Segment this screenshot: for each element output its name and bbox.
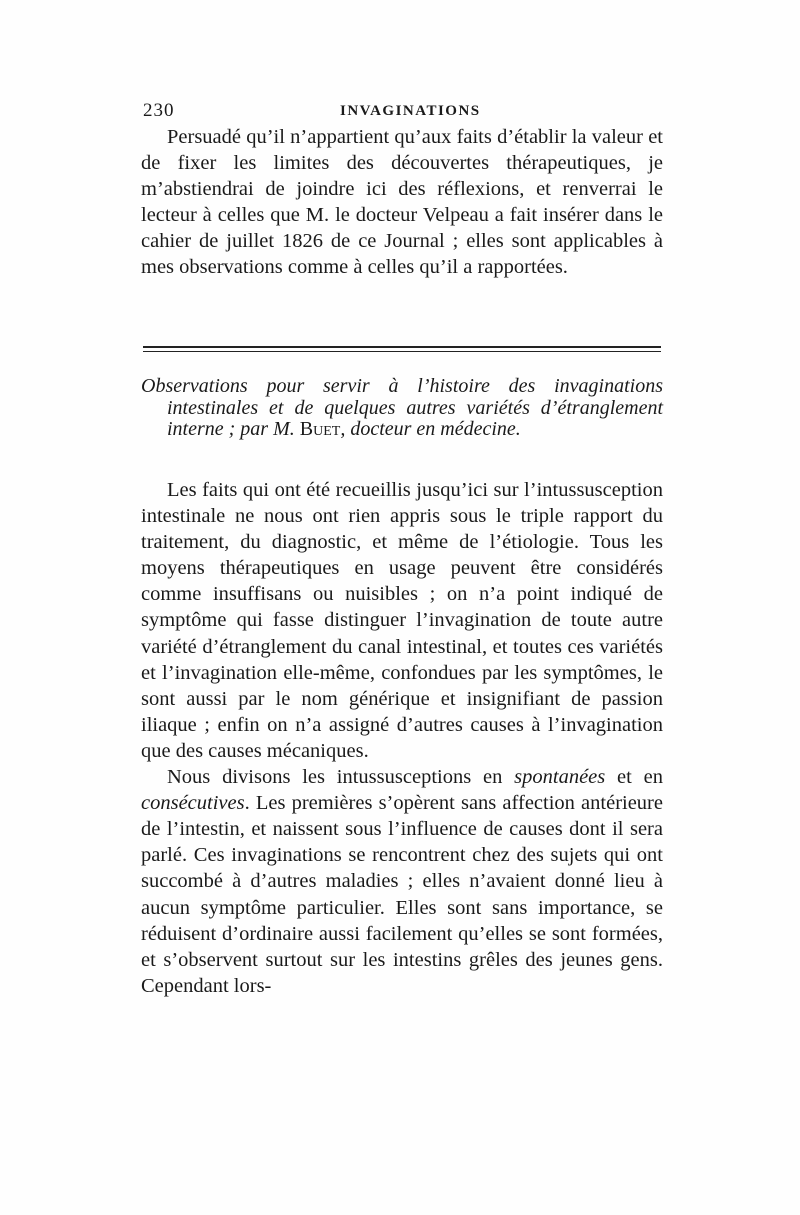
term-spontanees: spontanées [514,766,606,789]
intro-text-block [141,124,663,281]
section-divider-thin [143,351,661,352]
page-number: 230 [143,100,175,121]
article-body [141,477,663,999]
article-title-text: Observations pour servir à l’histoire des invaginations intestinales et de quelques autres variétés d’étranglement interne ; par M. [141,375,663,440]
article-title [141,376,663,441]
intro-paragraph: Persuadé qu’il n’appartient qu’aux faits d’établir la valeur et de fixer les limites des découvertes thérapeutiques, je m’abstiendrai de joindre ici des réflexions, et renverrai le lecteur à celles que M. le docteur Velpeau a fait insérer dans le cahier de juillet 1826 de ce Journal ; elles sont applicables à mes observations comme à celles qu’il a rapportées. [141,126,663,279]
article-paragraph-2 [141,764,663,999]
paragraph-2-mid: et en [605,766,663,789]
article-title-suffix: , docteur en médecine. [340,418,521,440]
article-paragraph-1: Les faits qui ont été recueillis jusqu’ici sur l’intussusception intestinale ne nous ont rien appris sous le triple rapport du traitement, du diagnostic, et même de l’étiologie. Tous les moyens thérapeutiques en usage peuvent être considérés comme insuffisans ou nuisibles ; on n’a point indiqué de symptôme qui fasse distinguer l’invagination de toute autre variété d’étranglement du canal intestinal, et toutes ces variétés et l’invagination elle-même, confondues par les symptômes, le sont aussi par le nom générique et insignifiant de passion iliaque ; enfin on n’a assigné d’autres causes à l’invagination que des causes mécaniques. [141,479,663,762]
article-author: Buet [299,418,341,440]
paragraph-2-start: Nous divisons les intussusceptions en [167,766,515,789]
term-consecutives: consécutives [141,792,245,815]
running-title: INVAGINATIONS [340,103,481,119]
section-divider-thick [143,346,661,348]
page-header [143,100,661,126]
paragraph-2-rest: . Les premières s’opèrent sans affection antérieure de l’intestin, et naissent sous l’influence de causes dont il sera parlé. Ces invaginations se rencontrent chez des sujets qui ont succombé à d’autres maladies ; elles n’avaient donné lieu à aucun symptôme particulier. Elles sont sans importance, se réduisent d’ordinaire aussi facilement qu’elles se sont formées, et s’observent surtout sur les intestins grêles des jeunes gens. Cependant lors- [141,792,663,997]
